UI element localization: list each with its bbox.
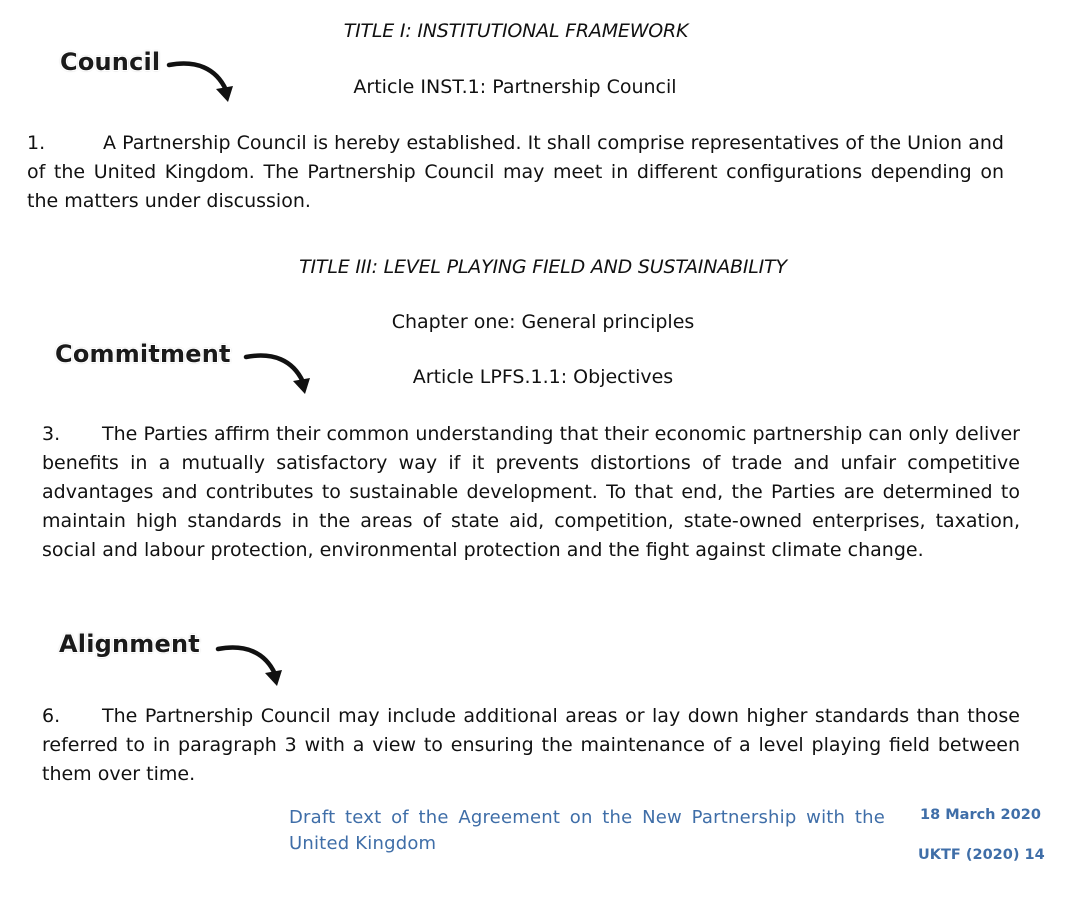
annotation-commitment: Commitment [55,340,231,368]
annotation-council: Council [60,48,161,76]
alignment-arrow-icon [215,640,295,692]
paragraph-1 [27,129,1004,216]
footer-date: 18 March 2020 [920,807,1041,823]
paragraph-1-text: A Partnership Council is hereby established. It shall comprise representatives of the Union and of the United Kingdom. The Partnership Council may meet in different configurations depending on the matters under discussion. [27,132,1004,212]
title-institutional-framework: TITLE I: INSTITUTIONAL FRAMEWORK [343,20,689,42]
title-level-playing-field: TITLE III: LEVEL PLAYING FIELD AND SUSTAINABILITY [299,256,787,278]
article-partnership-council: Article INST.1: Partnership Council [353,76,677,98]
paragraph-3 [42,420,1020,565]
footer-description: Draft text of the Agreement on the New Partnership with the United Kingdom [289,807,885,854]
paragraph-6 [42,702,1020,789]
annotation-alignment: Alignment [59,630,200,658]
paragraph-1-number: 1. [27,132,46,154]
article-objectives: Article LPFS.1.1: Objectives [412,366,674,388]
paragraph-3-number: 3. [42,423,61,445]
paragraph-6-number: 6. [42,705,61,727]
paragraph-6-text: The Partnership Council may include additional areas or lay down higher standards than those referred to in paragraph 3 with a view to ensuring the maintenance of a level playing field between them over time. [42,705,1020,785]
chapter-general-principles: Chapter one: General principles [391,311,695,333]
paragraph-3-text: The Parties affirm their common understanding that their economic partnership can only deliver benefits in a mutually satisfactory way if it prevents distortions of trade and unfair competitive advantages and contributes to sustainable development. To that end, the Parties are determined to maintain high standards in the areas of state aid, competition, state-owned enterprises, taxation, social and labour protection, environmental protection and the fight against climate change. [42,423,1020,561]
footer-reference: UKTF (2020) 14 [918,847,1045,863]
